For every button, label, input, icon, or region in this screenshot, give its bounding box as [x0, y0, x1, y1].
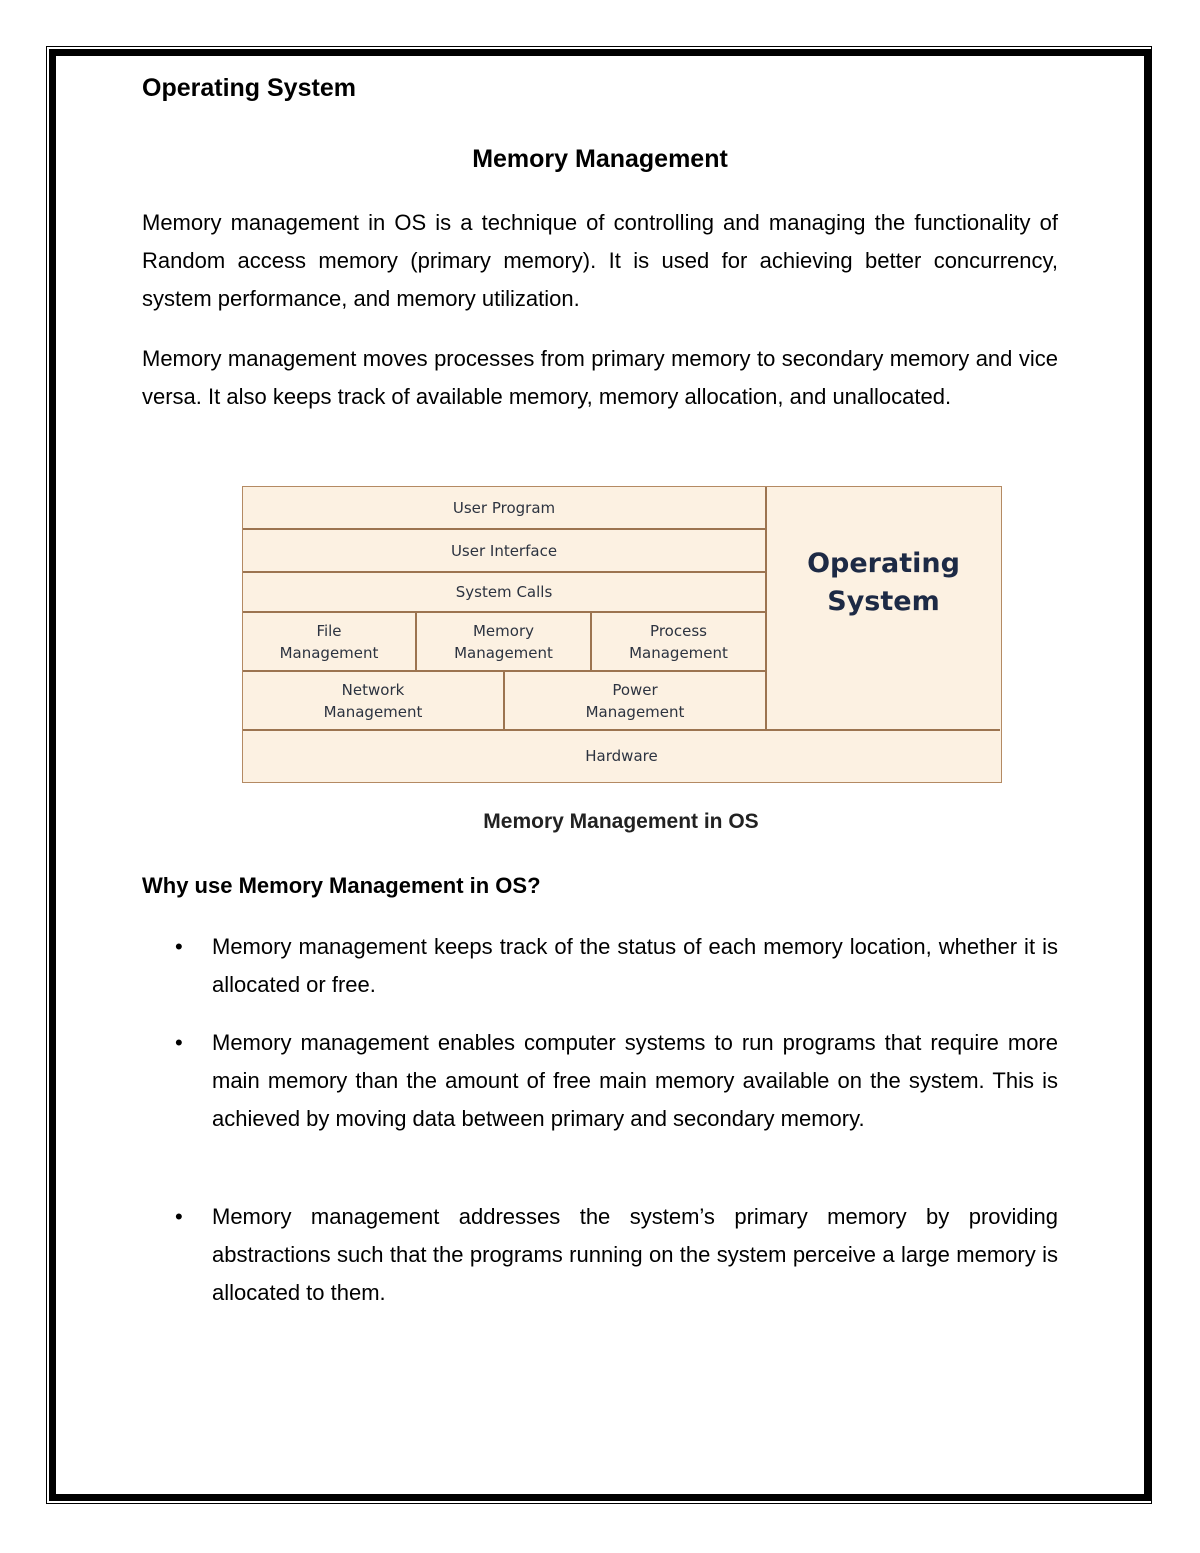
document-title: Operating System	[142, 74, 356, 102]
layer-system-calls: System Calls	[243, 573, 767, 613]
layer-network-management: Network Management	[243, 672, 505, 731]
bullet-icon: •	[175, 1204, 183, 1229]
bullet-icon: •	[175, 1030, 183, 1055]
reasons-list-2	[142, 1024, 1058, 1138]
list-item	[142, 1198, 1058, 1312]
list-item	[142, 1024, 1058, 1138]
paragraph-intro: Memory management in OS is a technique of controlling and managing the functionality of Random access memory (primary memory). It is used for achieving better concurrency, system performance, and memory utilization.	[142, 210, 1058, 311]
layer-user-program: User Program	[243, 487, 767, 530]
paragraph-moves: Memory management moves processes from primary memory to secondary memory and vice versa. It also keeps track of available memory, memory allocation, and unallocated.	[142, 346, 1058, 409]
layer-file-management: File Management	[243, 613, 417, 672]
list-item-text: Memory management keeps track of the status of each memory location, whether it is allocated or free.	[212, 934, 1058, 997]
bullet-icon: •	[175, 934, 183, 959]
layer-memory-management: Memory Management	[417, 613, 592, 672]
os-layer-diagram	[242, 486, 1002, 783]
list-item-text: Memory management addresses the system’s primary memory by providing abstractions such that the programs running on the system perceive a large memory is allocated to them.	[212, 1204, 1058, 1305]
why-heading: Why use Memory Management in OS?	[142, 873, 541, 898]
diagram-caption: Memory Management in OS	[483, 810, 759, 833]
reasons-list-3	[142, 1198, 1058, 1312]
list-item	[142, 928, 1058, 1004]
reasons-list	[142, 928, 1058, 1004]
layer-user-interface: User Interface	[243, 530, 767, 573]
layer-process-management: Process Management	[592, 613, 767, 672]
list-item-text: Memory management enables computer systems to run programs that require more main memory than the amount of free main memory available on the system. This is achieved by moving data between primary and secondary memory.	[212, 1030, 1058, 1131]
section-title: Memory Management	[472, 145, 728, 173]
layer-hardware: Hardware	[585, 747, 658, 765]
operating-system-label: Operating System	[767, 487, 1000, 731]
layer-power-management: Power Management	[505, 672, 767, 731]
